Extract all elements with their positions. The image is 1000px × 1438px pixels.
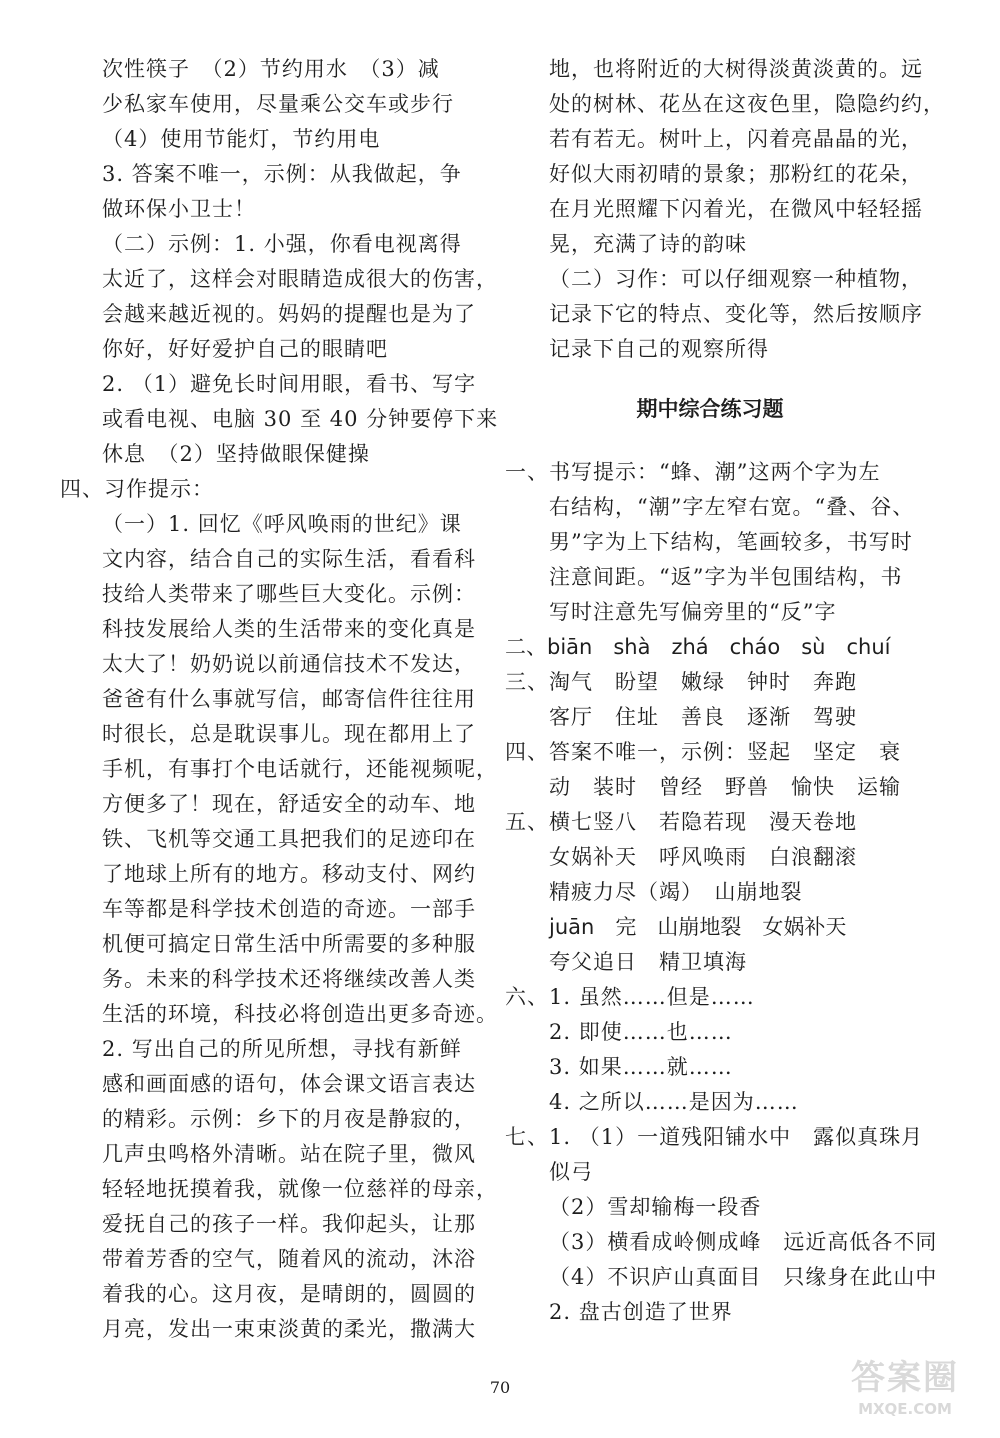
text-line: 爸爸有什么事就写信，邮寄信件往往用 [102, 687, 476, 711]
question-line: 五、横七竖八 若隐若现 漫天卷地 [505, 810, 857, 834]
watermark [820, 1358, 990, 1428]
text-line: 记录下它的特点、变化等，然后按顺序 [549, 302, 923, 326]
text-line: 注意间距。“返”字为半包围结构，书 [549, 565, 903, 589]
text-line: 右结构，“潮”字左窄右宽。“叠、谷、 [549, 495, 915, 519]
text-line: 车等都是科学技术创造的奇迹。一部手 [102, 897, 476, 921]
text-line: 生活的环境，科技必将创造出更多奇迹。 [102, 1002, 498, 1026]
text-line: 地，也将附近的大树得淡黄淡黄的。远 [549, 57, 923, 81]
text-line: （4）使用节能灯，节约用电 [102, 127, 381, 151]
text-line: 似弓 [549, 1160, 593, 1184]
text-line: 次性筷子 （2）节约用水 （3）减 [102, 57, 440, 81]
text-line: 科技发展给人类的生活带来的变化真是 [102, 617, 476, 641]
question-line: 六、1. 虽然……但是…… [505, 985, 755, 1009]
text-line: （3）横看成岭侧成峰 远近高低各不同 [549, 1230, 938, 1254]
section-heading: 四、习作提示： [60, 477, 214, 501]
text-line: 3. 如果……就…… [549, 1055, 733, 1079]
text-line: 女娲补天 呼风唤雨 白浪翻滚 [549, 845, 857, 869]
left-column [60, 52, 499, 1347]
text-line: 若有若无。树叶上，闪着亮晶晶的光， [549, 127, 923, 151]
text-line: 轻轻地抚摸着我，就像一位慈祥的母亲， [102, 1177, 498, 1201]
question-line: 七、1. （1）一道残阳铺水中 露似真珠月 [505, 1125, 924, 1149]
watermark-url: MXQE.COM [858, 1400, 952, 1418]
text-line: 处的树林、花丛在这夜色里，隐隐约约， [549, 92, 945, 116]
question-line: 四、答案不唯一，示例：竖起 坚定 衰 [505, 740, 901, 764]
text-line: （一）1. 回忆《呼风唤雨的世纪》课 [102, 512, 462, 536]
text-line: 月亮，发出一束束淡黄的柔光，撒满大 [102, 1317, 476, 1341]
text-line: 几声虫鸣格外清晰。站在院子里，微风 [102, 1142, 476, 1166]
text-line: 机便可搞定日常生活中所需要的多种服 [102, 932, 476, 956]
text-line: 太近了，这样会对眼睛造成很大的伤害， [102, 267, 498, 291]
text-line: 铁、飞机等交通工具把我们的足迹印在 [102, 827, 476, 851]
text-line: 2. （1）避免长时间用眼，看书、写字 [102, 372, 477, 396]
text-line: （2）雪却输梅一段香 [549, 1195, 762, 1219]
text-line: （二）习作：可以仔细观察一种植物， [549, 267, 923, 291]
text-line: 2. 写出自己的所见所想，寻找有新鲜 [102, 1037, 462, 1061]
text-line: 2. 盘古创造了世界 [549, 1300, 733, 1324]
text-line: 精疲力尽（竭） 山崩地裂 [549, 880, 803, 904]
text-line: 太大了！奶奶说以前通信技术不发达， [102, 652, 476, 676]
text-line: 客厅 住址 善良 逐渐 驾驶 [549, 705, 857, 729]
text-line: 会越来越近视的。妈妈的提醒也是为了 [102, 302, 476, 326]
text-line: 时很长，总是耽误事儿。现在都用上了 [102, 722, 476, 746]
text-line: 方便多了！现在，舒适安全的动车、地 [102, 792, 476, 816]
text-line: 务。未来的科学技术还将继续改善人类 [102, 967, 476, 991]
text-line: 在月光照耀下闪着光，在微风中轻轻摇 [549, 197, 923, 221]
right-column [505, 52, 945, 1330]
page-number: 70 [489, 1378, 511, 1397]
text-line: 休息 （2）坚持做眼保健操 [102, 442, 370, 466]
text-line: 做环保小卫士！ [102, 197, 256, 221]
text-line: 手机，有事打个电话就行，还能视频呢， [102, 757, 498, 781]
text-line: 夸父追日 精卫填海 [549, 950, 747, 974]
question-line: 三、淘气 盼望 嫩绿 钟时 奔跑 [505, 670, 857, 694]
text-line: 4. 之所以……是因为…… [549, 1090, 799, 1114]
text-line: 少私家车使用，尽量乘公交车或步行 [102, 92, 454, 116]
pinyin-line: 二、biān shà zhá cháo sù chuí [505, 635, 891, 659]
text-line: （二）示例：1. 小强，你看电视离得 [102, 232, 462, 256]
text-line: 了地球上所有的地方。移动支付、网约 [102, 862, 476, 886]
text-line: 动 装时 曾经 野兽 愉快 运输 [549, 775, 901, 799]
text-line: 带着芳香的空气，随着风的流动，沐浴 [102, 1247, 476, 1271]
question-line: 一、书写提示：“蜂、潮”这两个字为左 [505, 460, 881, 484]
text-line: 文内容，结合自己的实际生活，看看科 [102, 547, 476, 571]
text-line: 技给人类带来了哪些巨大变化。示例： [102, 582, 476, 606]
text-line: 好似大雨初晴的景象；那粉红的花朵， [549, 162, 923, 186]
text-line: 3. 答案不唯一，示例：从我做起，争 [102, 162, 462, 186]
text-line: 或看电视、电脑 30 至 40 分钟要停下来 [102, 407, 499, 431]
watermark-logo: 答案圈 [851, 1358, 959, 1398]
text-line: 着我的心。这月夜，是晴朗的，圆圆的 [102, 1282, 476, 1306]
text-line: 男”字为上下结构，笔画较多，书写时 [549, 530, 913, 554]
text-line: juān 完 山崩地裂 女娲补天 [549, 915, 847, 939]
text-line: 感和画面感的语句，体会课文语言表达 [102, 1072, 476, 1096]
text-line: （4）不识庐山真面目 只缘身在此山中 [549, 1265, 938, 1289]
text-line: 2. 即使……也…… [549, 1020, 733, 1044]
text-line: 记录下自己的观察所得 [549, 337, 769, 361]
text-line: 的精彩。示例：乡下的月夜是静寂的， [102, 1107, 476, 1131]
section-title: 期中综合练习题 [636, 397, 784, 421]
text-line: 晃，充满了诗的韵味 [549, 232, 747, 256]
text-line: 你好，好好爱护自己的眼睛吧 [102, 337, 388, 361]
text-line: 写时注意先写偏旁里的“反”字 [549, 600, 837, 624]
text-line: 爱抚自己的孩子一样。我仰起头，让那 [102, 1212, 476, 1236]
